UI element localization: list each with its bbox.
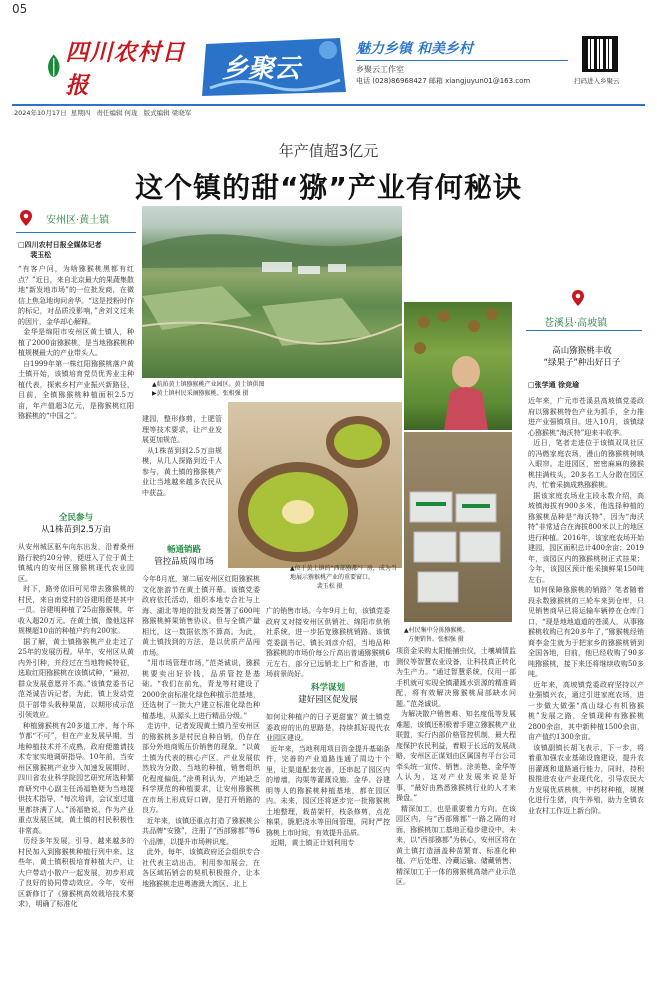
article-col2-top: 建园，整形修剪，土肥管理等技术要求，让产业发展更加规范。 从1株苗到到2.5万亩规模，从几人探路到近千人参与，黄土镇的猕猴桃产业让当地越来越多农民从中获益。 (142, 415, 222, 497)
subhead-3-title: 建好园区促发展 (298, 695, 358, 705)
slogan: 魅力乡镇 和美乡村 (356, 41, 473, 57)
aerial-photo-caption: ▲航拍黄土镇猕猴桃产业园区。黄土镇供图 ▶黄土镇村民采摘猕猴桃。张相强 摄 (152, 381, 265, 397)
subhead-3 (266, 682, 390, 706)
article-kicker: 年产值超3亿元 (278, 142, 379, 160)
section-name: 乡聚云 (222, 54, 301, 84)
slogan-rule (356, 60, 568, 61)
kiwi-photo (228, 402, 402, 568)
side-body: 近年来，广元市苍溪县高坡镇党委政府以猕猴桃特色产业为抓手，全力推进产业强镇项目。进入10月，该镇绿心猕猴桃“海沃特”迎来丰收季。 近日，笔者走进位于该镇双凤社区的冯燃家庭农场，漫山的猕猴桃树映入眼帘。走进园区，密密麻麻的猕猴桃挂满枝头，20多名工人分散在园区内，忙着采摘成熟猕猴桃。 据该家庭农场业主段永数介绍，高坡镇海拔有900多米，他选择种植的猕猴桃品种是“海沃特”，因为“海沃特”非常适合在海拔800米以上的地区进行种植。2016年，该家庭农场开始建园，园区面积总计400余亩；2019年，该园区内的猕猴桃树正式挂果；今年，该园区预计能采摘鲜果150吨左右。 如何保障猕猴桃的销路？笔者随着段永数猕猴桃的三轮车来到仓库，只见销售商早已将运输车辆停在仓库门口，“现是地地道道的苍溪人，从事猕猴桃收购已有20多年了，”猕猴桃经销商李金生就为于把家乡的猕猴桃销到全国各地，目前，他已经收购了90多吨猕猴桃，接下来还将继续收购50多吨。 近年来，高坡镇党委政府坚持以产业强镇兴农，通过引进家庭农场，进一步做大做强“高山绿心有机猕猴桃”发展之路，全镇现种有猕猴桃2800余亩，其中新种植1500余亩，亩产值约1300余亩。 该镇副镇长胡飞表示，下一步，将着重加强农业基础设施建设，提升农田灌溉和道路通行能力，同时，持积极推进农业产业现代化，引导农民大力发展优质核桃，中药材种植，规模化进行生猪，肉牛养殖，助力全镇农业农村工作迈上新台阶。 (528, 397, 644, 815)
picking-photo (404, 302, 512, 430)
subhead-1 (18, 512, 134, 536)
subhead-2-title: 管控品质闯市场 (154, 557, 214, 567)
location-rule (16, 232, 136, 233)
location-pin-icon (20, 210, 32, 226)
article-col3-body: 如何让种植户的日子更甜蜜？黄土镇党委政府的出的思路是，持续抓好现代农业园区建设。 近年来，当地利用项目资金提升基础条件，完善的产业道路连通了周边十个里，让渠道配套完善，还串起了园区内的增墙，沟渠等灌溉设施。金华、谷建明等人的猕猴桃种植基地，都在园区内。未来，园区还将逐步完一批猕猴桃土地整理，栽苗架杆，枝条修剪，点花棉果，脆肥浇水等田间管理，同时严控猕桃上市时间，有效提升品质。 近期，黄土镇正计划利用专 (266, 713, 390, 847)
subhead-2-label: 畅通销路 (166, 545, 201, 555)
section-banner (200, 36, 348, 98)
aerial-photo (142, 206, 402, 378)
subhead-2 (142, 544, 226, 568)
article-headline: 这个镇的甜“猕”产业有何秘诀 (135, 171, 522, 204)
qr-code[interactable] (582, 36, 618, 72)
masthead-logo (44, 39, 206, 99)
paper-name: 四川农村日报 (65, 39, 186, 99)
header-rule (12, 104, 645, 106)
location-pin-icon (572, 290, 584, 306)
qr-caption: 扫码进入乡聚云 (574, 77, 620, 85)
studio-name: 乡聚云工作室 (356, 65, 404, 74)
article-col1-body: 从安州城区驱车向东出发，沿着桑州路行驶约20分钟，便进入了位于黄土镇城内的安州区猕猴桃现代农业园区。 时下，路旁依旧可见带去猕猴桃的村民，来自南党村的谷建明便是其中一员。谷建明种植了25亩猕猴桃，年收入超20万元。在黄土镇，像他这样规模超10亩的种植户约有200家。 据了解，黄土镇猕猴桃产业走过了25年的发展历程。早年，安州区从黄内外引种，并经过在当地物候特征，选取红阳猕猴桃在该镇试种，“最初，群众发展意愿并不高。”该镇党委书记范尧诚告诉记者，为此，镇上发动党员干部带头栽种果苗，以期形成示范引领效应。 种植猕猴桃有20多道工序，每个环节都“不可”，但在产业发展早期，当地种植技术并不成熟，政府便邀请技术专家实地调研指导。10年前，当安州区猕猴桃产业步入加速发展期时，四川省农业科学院园艺研究所选种繁育研究中心副主任汤福艳便为当地提供技术指导，“每次培训，会议室过道里都挤满了人。”汤福艳说，作为产业重点发展区域，黄土镇的村民积极性非常高。 历经多年发展，引导，越来越多的村民加入到猕猴桃种植行列中来。这些年，黄土镇积极培育种植大户，让大户带动小散户一起发展，初步形成了良好的协同带动效应。今年，安州区新修订了《猕猴桃高效栽培技术要求》，明确了标准化 (18, 543, 134, 908)
side-byline: □张学通 徐竞瑜 (528, 381, 580, 389)
article-col4-body: 项资金采购太阳能捕虫仪，土壤墒情监测仪等智慧农业设备，让科技真正转化为生产力。“通过智慧系统，仅用一部手机就可实现全镇灌溉水资源的精准调配，将有效解决猕猴桃局部缺水问题。”范尧诚说。 为解决散户销售难、知名度低等发展难题，该镇还积极着手建立猕猴桃产业联盟，实行内部价格管控机制，最大程度保护农民利益，着眼于长远的发展战略，安州区正谋划由区属国有平台公司牵头统一宣传、销售。涂美艳、金华等人认为，这对产业发展来说是好事，“最好由熟悉猕猴桃行业的人才来操盘。” 精深加工，也是重要着力方向。在该园区内，与“西部猕都”一路之隔的对面，猕猴桃加工基地正稳步建设中。未来，以“西部猕都”为核心，安州区将在黄土镇打造涵盖种苗繁育、标准化种植、产后处理、冷藏运输、储藏销售、精深加工于一体的猕猴桃高端产业示范区。 (396, 647, 516, 886)
article-intro: “有客户问，为啥猕猴桃黑都有红点？”近日，来自北京最大的果蔬集散地“新发地市场”的一位批发商，在微信上焦急地询问舍华。“这是授粉时作的标记，对品质没影响，”舍刘文过来的因片，金华却心解释。 金华是绵阳市安州区黄土镇人，种植了2000亩猕猴桃，是当地猕猴桃种植规模最大的产业带头人。 自1999年第一株红阳猕猴桃落户黄土镇开始，该镇培育党员优秀业主种植代表，探索乡村产业振兴新路径，目前，全镇猕猴桃种植面积2.5万亩，年产值超3亿元，是猕猴桃红阳猕猴桃的“中国之”。 (18, 265, 134, 420)
boxes-photo (404, 432, 512, 622)
side-location: 苍溪县·高坡镇 (544, 318, 608, 329)
article-col3-top: 广的销售市场。今年9月上旬，该镇党委政府又对接安州区供销社、绵阳市供销社系统，进一步拓宽猕猴桃销路。该镇党委副书记、镇长刘彦介绍，当地品种猕猴桃的市场价每公斤高出普通猕猴桃6元左右，部分已远销北上广和香港，市场前景尚好。 (266, 607, 390, 678)
article-col2-body: 今年8月底，第二届安州区红阳猕猴桃文化旅游节在黄土镇开幕。该镇党委政府依托活动，组织本地专合社与上海、湖北等地的批发商签署了600吨猕猴桃鲜果销售协议。但与全镇产量相比，这一数据依然不算高。为此，黄土镇找到的方法，是以优质产品闯市场。 “用市场管理市场，”范尧诚说，猕猴桃要卖出好价钱，品质管控是基础。“我们在前允，青龙等村建设了2000余亩标准化绿色种植示范基地，还选树了一批大户建立标准化绿色种植基地，从源头上进行精品分级。” 走访中，记者发现黄土镇乃至安州区的猕猴桃多是村民自种自销，仍存在部分外地商贩压价销售的现象。“以黄土镇为代表的核心产区，产业发展依然较为分散，当地的种植，销售组织化程度偏低。”涂勇利认为，产地缺乏科学规范的种植要求，让安州猕猴桃在市场上形成好口碑，是打开销路的良方。 近年来，该镇还重点打造了猕猴桃公共品牌“安猕”，注册了“西部猕都”等6个品牌，以提升市场辨识度。 此外，每年，该镇政府还会组织专合社代表主动出击，利用参加展会，在各区域拓销会的契机积极推介，让本地猕猴桃走进粤港澳大湾区、北上 (142, 575, 260, 888)
boxes-photo-caption: ▲村民集中分拣猕猴桃。 方便销售。张相强 摄 (404, 627, 469, 643)
article-location: 安州区·黄土镇 (46, 215, 110, 226)
paper-emblem-icon (44, 54, 64, 80)
subhead-1-title: 从1株苗到2.5万亩 (41, 525, 111, 535)
page-number: 05 (12, 2, 28, 16)
subhead-3-label: 科学谋划 (310, 683, 345, 693)
side-title-2: “绿果子”种出好日子 (543, 358, 621, 368)
kiwi-photo-caption: ▲位于黄土镇的“西部猕都”厂房，成为当地展示猕猴桃产业的重要窗口。 裴玉松 摄 (290, 565, 397, 590)
article-byline: □四川农村日报全媒体记者 裴玉松 (18, 241, 102, 259)
subhead-1-label: 全民参与 (58, 513, 93, 523)
side-location-rule (526, 330, 642, 331)
contact-line: 电话 (028)86968427 邮箱 xiangjuyun01@163.com (356, 77, 531, 85)
date-line: 2024年10月17日 星期四 责任编辑 何珑 版式编辑 梁晓军 (14, 109, 192, 117)
side-title-1: 高山猕猴桃丰收 (552, 346, 612, 356)
